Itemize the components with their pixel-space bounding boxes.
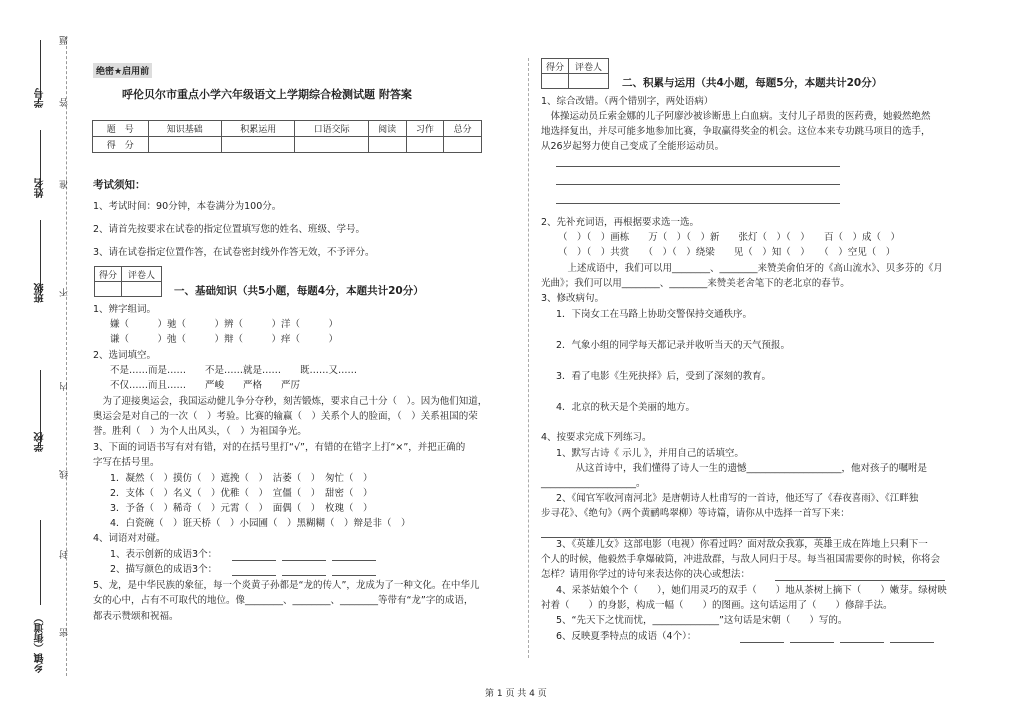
question-line: 誉。胜利（ ）为个人出风头，（ ）为祖国争光。 <box>93 426 307 437</box>
answer-line[interactable] <box>556 166 840 167</box>
question-line: 2、《闻官军收河南河北》是唐朝诗人杜甫写的一首诗，他还写了《春夜喜雨》、《江畔独 <box>556 493 919 504</box>
class-label: 班级 <box>35 283 46 303</box>
grader-score-label: 得分 <box>542 59 569 74</box>
score-table <box>92 120 482 153</box>
question-line: 4、词语对对碰。 <box>93 533 166 544</box>
question-line: 光曲》；我们可以用________、________来赞美老舍笔下的老北京的春节。 <box>541 278 850 289</box>
answer-line[interactable] <box>332 560 376 561</box>
answer-line[interactable] <box>740 642 784 643</box>
section2-title: 二、积累与运用（共4小题，每题5分，本题共计20分） <box>622 77 883 89</box>
question-line: 为了迎接奥运会，我国运动健儿争分夺秒，刻苦锻炼，要求自己十分（ ）。因为他们知道， <box>93 396 488 407</box>
question-line: 步寻花》、《绝句》（两个黄鹂鸣翠柳）等诗篇，请你从中选择一首写下来： <box>541 508 850 519</box>
question-line: 1、综合改错。（两个错别字，两处语病） <box>541 96 714 107</box>
score-header: 口语交际 <box>295 121 368 137</box>
seal-char: 内 <box>60 382 70 391</box>
score-row-label: 得 分 <box>93 137 149 153</box>
score-header: 总分 <box>444 121 482 137</box>
score-cell[interactable] <box>406 137 444 153</box>
question-line: 2、描写颜色的成语3个： <box>110 564 218 575</box>
grader-box <box>541 58 609 89</box>
answer-line[interactable] <box>282 575 326 576</box>
notice-item: 2、请首先按要求在试卷的指定位置填写您的姓名、班级、学号。 <box>93 224 366 235</box>
score-cell[interactable] <box>221 137 294 153</box>
question-line: （ ）（ ）共赏 （ ）（ ）绕梁 见（ ）知（ ） （ ）空见（ ） <box>558 247 896 258</box>
question-line: 3、《英雄儿女》这部电影（电视）你看过吗？面对敌众我寡，英雄王成在阵地上只剩下一 <box>556 539 928 550</box>
school-label: 学校 <box>35 432 46 452</box>
question-line: 2、先补充词语，再根据要求选一选。 <box>541 217 700 228</box>
seal-char: 题 <box>60 36 70 45</box>
question-line: 5、“先天下之忧而忧，______________”这句话是宋朝（ ）写的。 <box>556 615 848 626</box>
page-number: 第 1 页 共 4 页 <box>485 689 547 699</box>
answer-line[interactable] <box>840 642 884 643</box>
question-line: 2．气象小组的同学每天都记录并收听当天的天气预报。 <box>556 340 791 351</box>
secret-label: 绝密★启用前 <box>93 63 152 78</box>
answer-line[interactable] <box>790 642 834 643</box>
question-line: 都表示赞颂和祝福。 <box>93 611 179 622</box>
question-line: 嫌（ ）驰（ ）辨（ ）洋（ ） <box>110 319 339 330</box>
question-line: 4、按要求完成下列练习。 <box>541 432 652 443</box>
question-line: 从这首诗中，我们懂得了诗人一生的遗憾____________________，他对孩子的嘱咐是 <box>566 463 928 474</box>
answer-line[interactable] <box>282 560 326 561</box>
answer-line[interactable] <box>556 203 840 204</box>
question-line: 5、龙，是中华民族的象征，每一个炎黄子孙都是“龙的传人”，龙成为了一种文化。在中华儿 <box>93 580 480 591</box>
question-line: 体操运动员丘索金娜的儿子阿廖沙被诊断患上白血病。支付儿子昂贵的医药费，她毅然绝然 <box>541 111 931 122</box>
score-cell[interactable] <box>368 137 406 153</box>
question-line: 2、选词填空。 <box>93 350 157 361</box>
score-cell[interactable] <box>444 137 482 153</box>
question-line: 奥运会是对自己的一次（ ）考验。比赛的输赢（ ）关系个人的脸面，（ ）关系祖国的荣 <box>93 411 478 422</box>
grader-box <box>94 266 162 297</box>
question-line: 4．白瓷碗（ ）诳天桥（ ）小园圃（ ）黑糊糊（ ）辩是非（ ） <box>110 518 411 529</box>
question-line: 4、采茶姑娘个个（ ），她们用灵巧的双手（ ）地从茶树上摘下（ ）嫩芽。绿树映 <box>556 585 947 596</box>
answer-line[interactable] <box>232 575 276 576</box>
question-line: 谦（ ）弛（ ）辩（ ）痒（ ） <box>110 334 339 345</box>
question-line: 3．予备（ ）稀奇（ ）元霄（ ） 面偶（ ） 枚瑰（ ） <box>110 503 373 514</box>
score-header: 习作 <box>406 121 444 137</box>
answer-line[interactable] <box>556 184 840 185</box>
notice-title: 考试须知： <box>93 179 146 191</box>
student-id-label: 学号 <box>35 88 46 108</box>
question-line: 1．凝然（ ）摸仿（ ）遮挽（ ） 沽萎（ ） 匆忙（ ） <box>110 473 373 484</box>
name-label: 姓名 <box>35 178 46 198</box>
question-line: 衬着（ ）的身影，构成一幅（ ）的图画。这句话运用了（ ）修辞手法。 <box>541 600 893 611</box>
question-line: 6、反映夏季特点的成语（4个）： <box>556 631 697 642</box>
question-line: 4．北京的秋天是个美丽的地方。 <box>556 402 696 413</box>
score-header: 阅读 <box>368 121 406 137</box>
seal-char: 不 <box>60 288 70 297</box>
town-label: 乡镇（街道） <box>35 613 46 673</box>
grader-name-cell[interactable] <box>122 282 162 297</box>
seal-char: 线 <box>60 470 70 479</box>
seal-char: 封 <box>60 550 70 559</box>
notice-item: 1、考试时间：90分钟，本卷满分为100分。 <box>93 201 282 212</box>
question-line: ____________________。 <box>541 478 646 489</box>
grader-score-cell[interactable] <box>542 74 569 89</box>
question-line: 怎样？请用你学过的诗句来表达你的决心或想法： <box>541 569 751 580</box>
score-header: 知识基础 <box>148 121 221 137</box>
score-header: 积累运用 <box>221 121 294 137</box>
question-line: 不仅……而且…… 严峻 严格 严厉 <box>110 380 301 391</box>
question-line: 从26岁起努力使自己变成了全能形运动员。 <box>541 141 725 152</box>
column-divider <box>528 58 529 658</box>
answer-line[interactable] <box>775 580 945 581</box>
question-line: 女的心中，占有不可取代的地位。像________、________、________等带有“龙”字的成语， <box>93 595 474 606</box>
question-line: 个人的时候，他毅然手拿爆破筒，冲进敌群，与敌人同归于尽。每当祖国需要你的时候，你将会 <box>541 554 941 565</box>
answer-line[interactable] <box>890 642 934 643</box>
score-cell[interactable] <box>295 137 368 153</box>
grader-name-cell[interactable] <box>569 74 609 89</box>
town-line <box>40 520 41 605</box>
question-line: 不是……而是…… 不是……就是…… 既……又…… <box>110 365 358 376</box>
answer-line[interactable] <box>232 560 276 561</box>
question-line: 2．支体（ ）名义（ ）优稚（ ） 宣僵（ ） 甜密（ ） <box>110 488 373 499</box>
grader-score-cell[interactable] <box>95 282 122 297</box>
question-line: 3、下面的词语书写有对有错，对的在括号里打“√”，有错的在错字上打“×”，并把正确的 <box>93 442 466 453</box>
seal-line <box>66 36 67 676</box>
notice-item: 3、请在试卷指定位置作答，在试卷密封线外作答无效，不予评分。 <box>93 247 375 258</box>
question-line: 1、表示创新的成语3个： <box>110 549 218 560</box>
page-title: 呼伦贝尔市重点小学六年级语文上学期综合检测试题 附答案 <box>122 88 412 101</box>
question-line: 3、修改病句。 <box>541 293 605 304</box>
seal-char: 密 <box>60 628 70 637</box>
question-line: 字写在括号里。 <box>93 457 160 468</box>
question-line: 地选择复出，并尽可能多地参加比赛，争取赢得奖金的机会。这位本来专功跳马项目的选手， <box>541 126 931 137</box>
section1-title: 一、基础知识（共5小题，每题4分，本题共计20分） <box>174 285 424 297</box>
question-line: 上述成语中，我们可以用________、________来赞美俞伯牙的《高山流水》、贝多芬的《月 <box>558 263 943 274</box>
question-line: 1、辨字组词。 <box>93 304 157 315</box>
question-line: 1．下岗女工在马路上协助交警保持交通秩序。 <box>556 309 753 320</box>
grader-label: 评卷人 <box>122 267 162 282</box>
grader-score-label: 得分 <box>95 267 122 282</box>
score-cell[interactable] <box>148 137 221 153</box>
score-header: 题 号 <box>93 121 149 137</box>
seal-char: 准 <box>60 180 70 189</box>
question-line: 1、默写古诗《 示儿 》，并用自己的话填空。 <box>556 448 744 459</box>
question-line: （ ）（ ）画栋 万（ ）（ ）新 张灯（ ）（ ） 百（ ）成（ ） <box>558 232 901 243</box>
question-line: 3．看了电影《生死抉择》后，受到了深刻的教育。 <box>556 371 772 382</box>
answer-line[interactable] <box>332 575 376 576</box>
grader-label: 评卷人 <box>569 59 609 74</box>
seal-char: 答 <box>60 98 70 107</box>
